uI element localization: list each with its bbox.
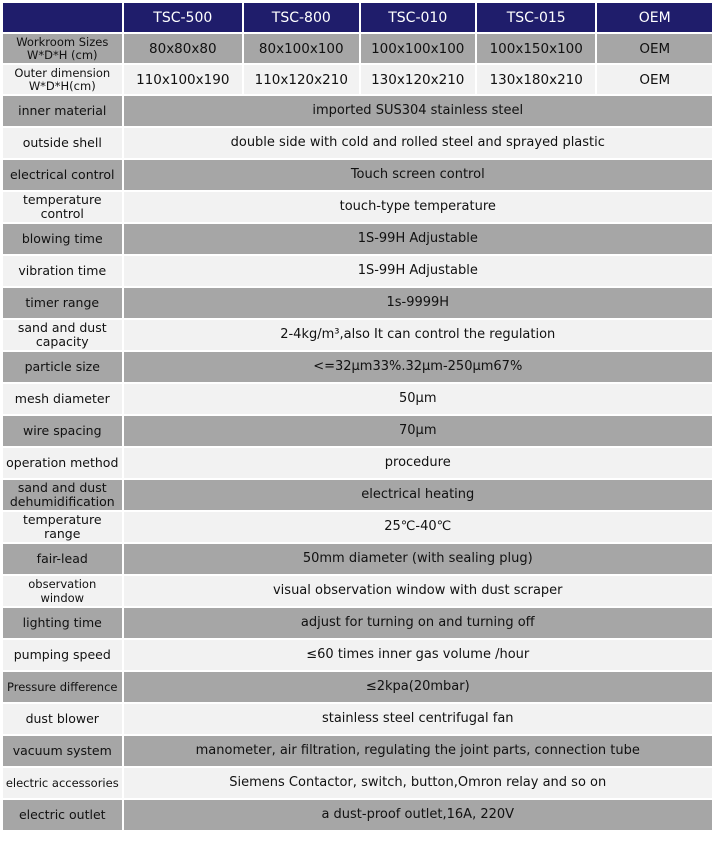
row-label: electrical control [3, 160, 122, 190]
spec-value: a dust-proof outlet,16A, 220V [124, 800, 712, 830]
dimension-cell: OEM [597, 65, 712, 94]
row-label: particle size [3, 352, 122, 382]
spec-value: stainless steel centrifugal fan [124, 704, 712, 734]
dimension-cell: 80x80x80 [124, 34, 243, 63]
specification-table [1, 1, 714, 832]
table-row [3, 352, 712, 382]
table-row [3, 384, 712, 414]
row-label: observation window [3, 576, 122, 606]
row-label: temperature control [3, 192, 122, 222]
dimension-cell: OEM [597, 34, 712, 63]
row-label: blowing time [3, 224, 122, 254]
dimension-cell: 110x120x210 [244, 65, 358, 94]
row-label: pumping speed [3, 640, 122, 670]
row-label: dust blower [3, 704, 122, 734]
table-row [3, 800, 712, 830]
table-row [3, 416, 712, 446]
spec-value: ≤2kpa(20mbar) [124, 672, 712, 702]
header-row [3, 3, 712, 32]
row-label: inner material [3, 96, 122, 126]
row-label: outside shell [3, 128, 122, 158]
table-row [3, 512, 712, 542]
spec-value: Touch screen control [124, 160, 712, 190]
row-label: fair-lead [3, 544, 122, 574]
table-row [3, 448, 712, 478]
table-row [3, 160, 712, 190]
table-row [3, 256, 712, 286]
dimension-cell: 80x100x100 [244, 34, 358, 63]
spec-value: electrical heating [124, 480, 712, 510]
spec-value: 2-4kg/m³,also It can control the regulation [124, 320, 712, 350]
spec-value: 70μm [124, 416, 712, 446]
spec-value: 25℃-40℃ [124, 512, 712, 542]
row-label: electric outlet [3, 800, 122, 830]
spec-value: 50μm [124, 384, 712, 414]
label-line: W*D*H(cm) [28, 78, 96, 93]
row-label: wire spacing [3, 416, 122, 446]
row-label: vacuum system [3, 736, 122, 766]
label-line: Outer dimension [14, 65, 111, 80]
row-label: temperature range [3, 512, 122, 542]
table-row [3, 320, 712, 350]
table-row [3, 65, 712, 94]
model-header: OEM [597, 3, 712, 32]
row-label: sand and dust dehumidification [3, 480, 122, 510]
spec-value: 1s-9999H [124, 288, 712, 318]
table-row [3, 544, 712, 574]
row-label: sand and dust capacity [3, 320, 122, 350]
row-label: lighting time [3, 608, 122, 638]
table-row [3, 640, 712, 670]
spec-value: Siemens Contactor, switch, button,Omron relay and so on [124, 768, 712, 798]
row-label: electric accessories [3, 768, 122, 798]
table-row [3, 608, 712, 638]
model-header: TSC-500 [124, 3, 243, 32]
spec-value: touch-type temperature [124, 192, 712, 222]
spec-value: double side with cold and rolled steel and sprayed plastic [124, 128, 712, 158]
spec-value: ≤60 times inner gas volume /hour [124, 640, 712, 670]
row-label: mesh diameter [3, 384, 122, 414]
model-header: TSC-800 [244, 3, 358, 32]
dimension-cell: 100x100x100 [361, 34, 475, 63]
spec-value: manometer, air filtration, regulating the joint parts, connection tube [124, 736, 712, 766]
model-header: TSC-015 [477, 3, 596, 32]
table-row [3, 96, 712, 126]
table-row [3, 128, 712, 158]
table-row [3, 736, 712, 766]
table-row [3, 192, 712, 222]
table-row [3, 672, 712, 702]
dimension-cell: 130x180x210 [477, 65, 596, 94]
table-row [3, 288, 712, 318]
row-label: operation method [3, 448, 122, 478]
table-row [3, 34, 712, 63]
row-label [3, 34, 122, 63]
label-line: W*D*H (cm) [26, 47, 98, 62]
table-row [3, 224, 712, 254]
spec-value: <=32μm33%.32μm-250μm67% [124, 352, 712, 382]
spec-value: 1S-99H Adjustable [124, 224, 712, 254]
model-header: TSC-010 [361, 3, 475, 32]
table-row [3, 576, 712, 606]
label-line: Workroom Sizes [16, 34, 109, 49]
spec-value: 50mm diameter (with sealing plug) [124, 544, 712, 574]
row-label [3, 65, 122, 94]
row-label: vibration time [3, 256, 122, 286]
spec-value: 1S-99H Adjustable [124, 256, 712, 286]
header-corner [3, 3, 122, 32]
row-label: timer range [3, 288, 122, 318]
spec-value: imported SUS304 stainless steel [124, 96, 712, 126]
dimension-cell: 110x100x190 [124, 65, 243, 94]
table-row [3, 704, 712, 734]
spec-value: adjust for turning on and turning off [124, 608, 712, 638]
table-row [3, 768, 712, 798]
spec-value: procedure [124, 448, 712, 478]
dimension-cell: 130x120x210 [361, 65, 475, 94]
dimension-cell: 100x150x100 [477, 34, 596, 63]
table-row [3, 480, 712, 510]
spec-value: visual observation window with dust scraper [124, 576, 712, 606]
row-label: Pressure difference [3, 672, 122, 702]
